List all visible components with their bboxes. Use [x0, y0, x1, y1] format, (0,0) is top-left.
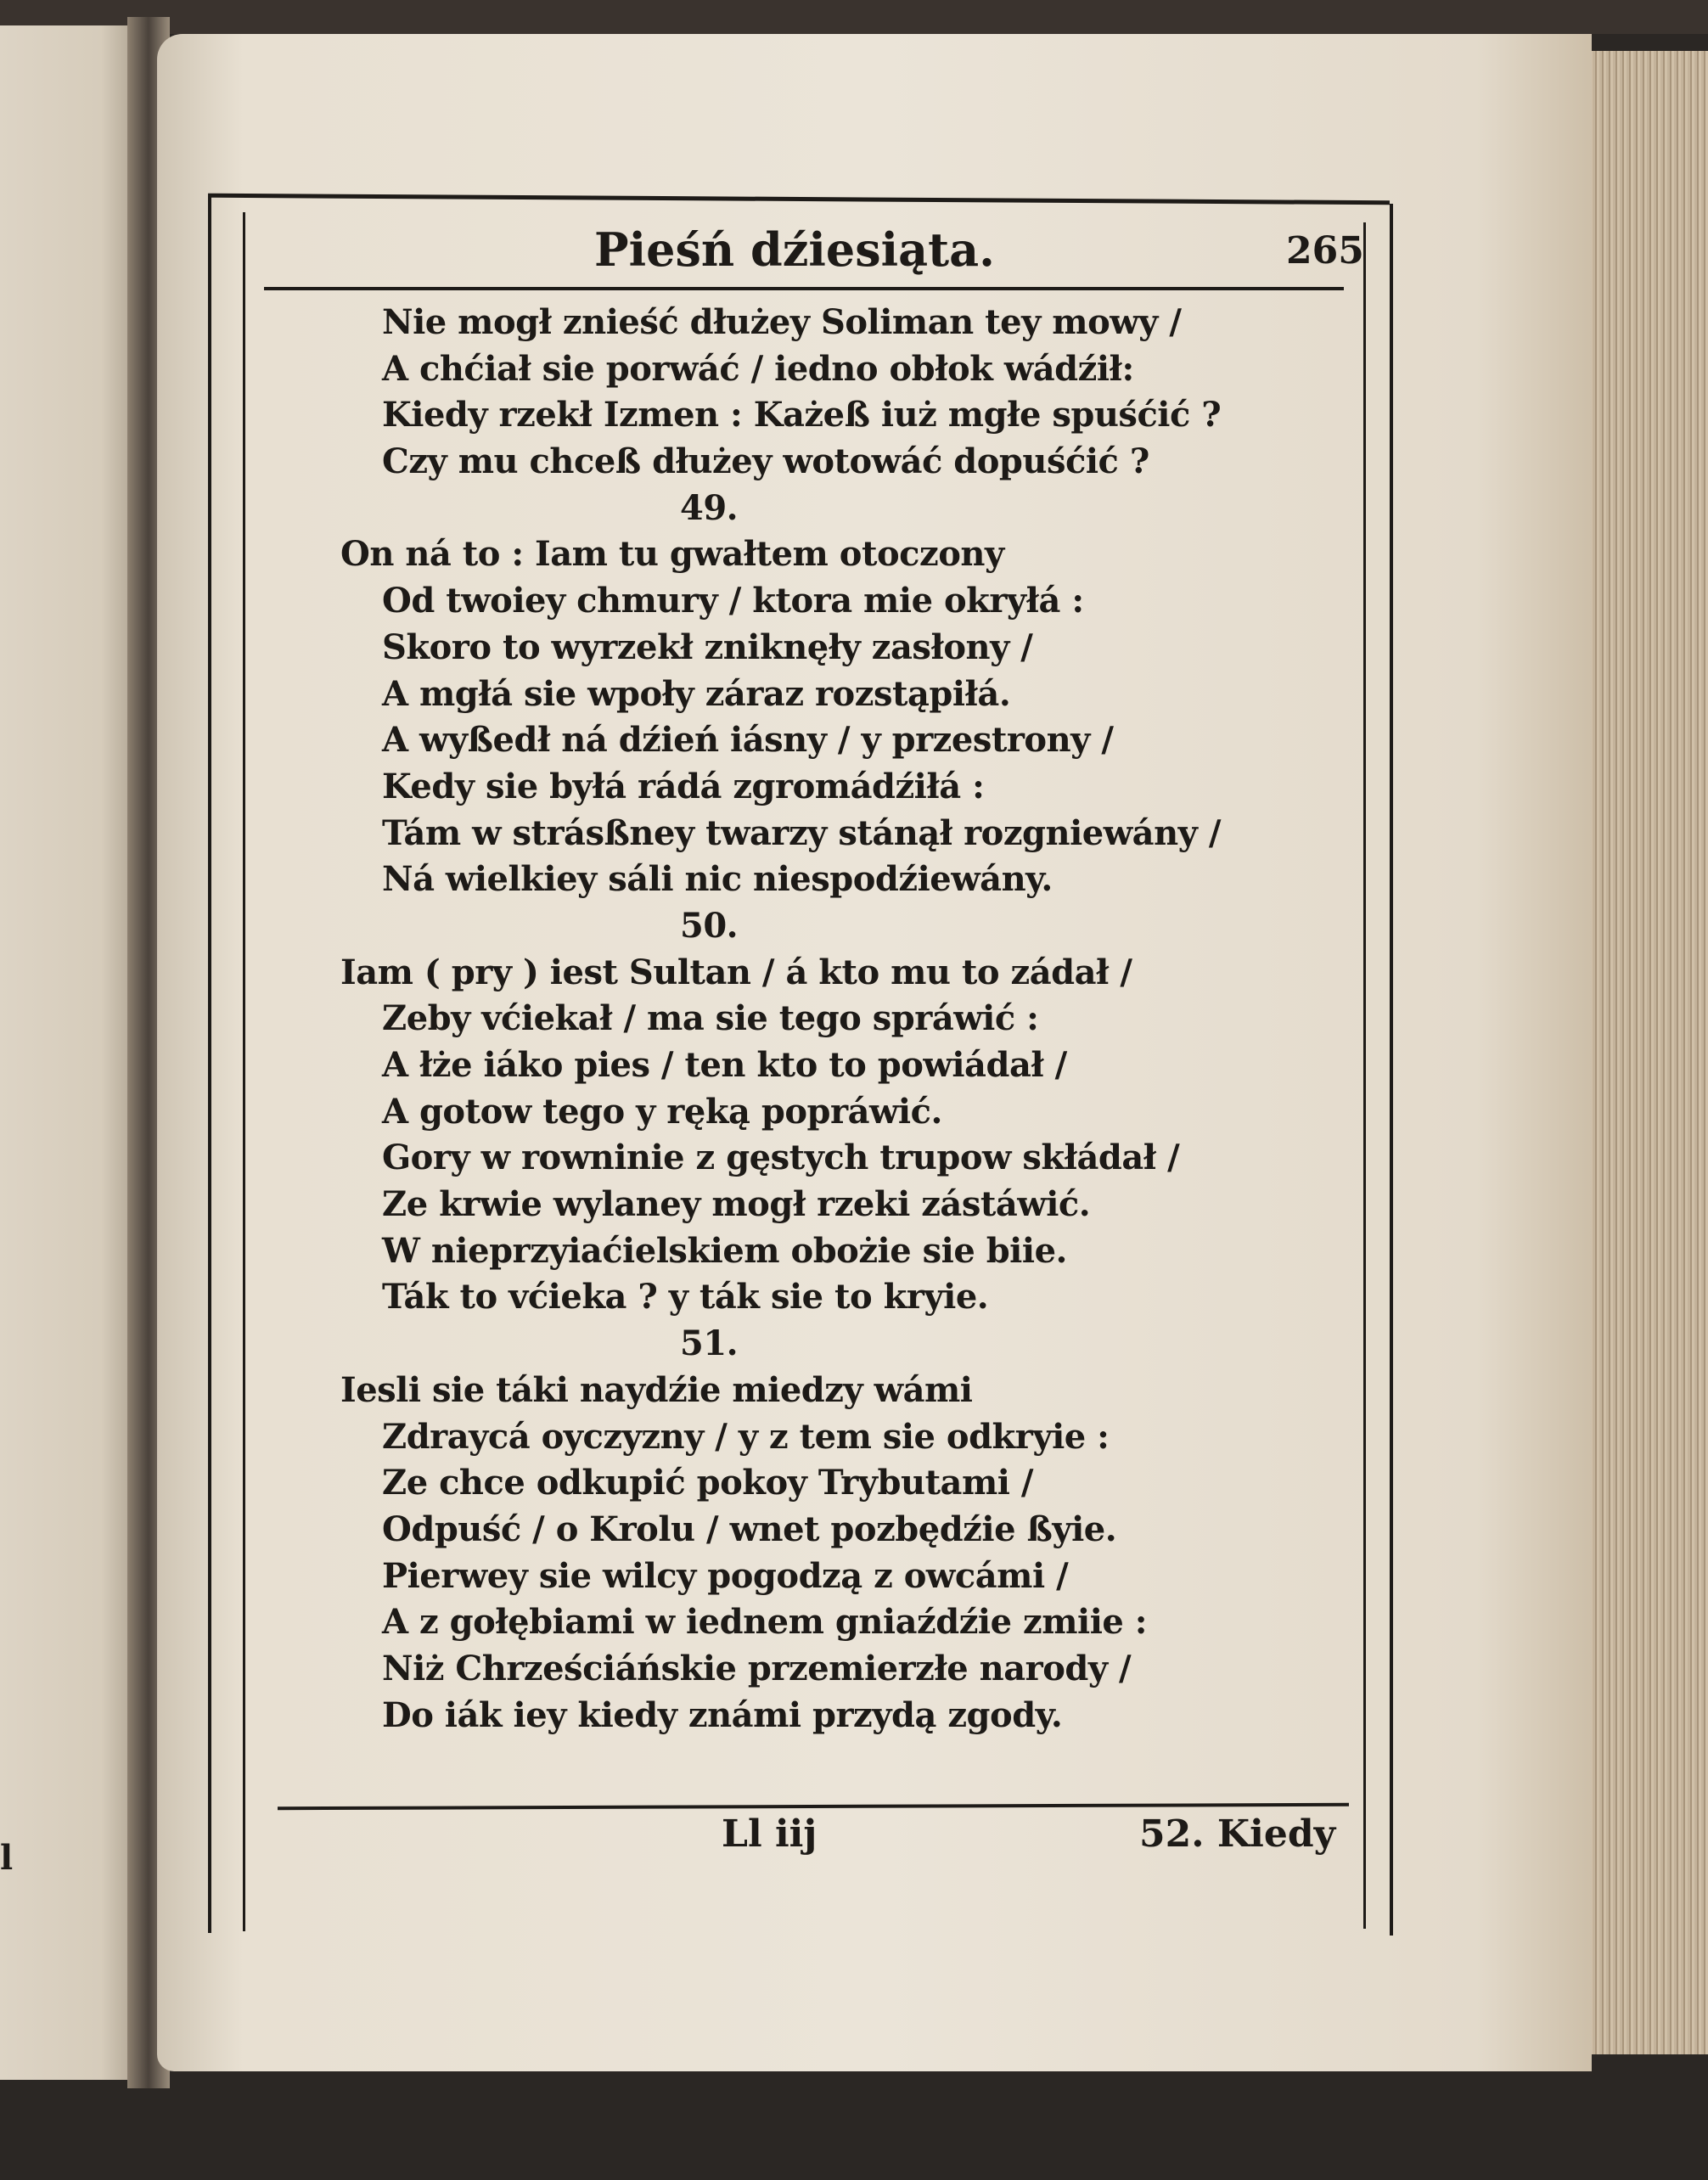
verse-line: Pierwey sie wilcy pogodzą z owcámi /	[382, 1555, 1069, 1596]
header-underline-rule	[264, 287, 1344, 290]
verse-line: On ná to : Iam tu gwałtem otoczony	[340, 534, 1004, 575]
verse-line: A chćiał sie porwáć / iedno obłok wádźił:	[382, 348, 1134, 389]
verse-line: A łże iáko pies / ten kto to powiádał /	[382, 1045, 1067, 1085]
verse-line: A z gołębiami w iednem gniaźdźie zmiie :	[382, 1602, 1148, 1643]
verse-line: Ze krwie wylaney mogł rzeki zástáwić.	[382, 1184, 1091, 1225]
stanza-number: 49.	[680, 487, 739, 528]
page-title: Pieśń dźiesiąta.	[594, 222, 995, 277]
page-fore-edge	[1579, 51, 1708, 2054]
verse-line: Iesli sie táki naydźie miedzy wámi	[340, 1369, 973, 1410]
verse-line: Zeby vćiekał / ma sie tego spráwić :	[382, 998, 1039, 1039]
verse-line: A gotow tego y ręką popráwić.	[382, 1091, 942, 1132]
left-page	[0, 25, 144, 2080]
verse-line: Iam ( pry ) iest Sultan / á kto mu to zádał /	[340, 952, 1132, 992]
verse-line: Zdraycá oyczyzny / y z tem sie odkryie :	[382, 1416, 1110, 1457]
verse-line: A mgłá sie wpoły záraz rozstąpiłá.	[382, 673, 1011, 714]
book-binding-top	[0, 0, 1708, 34]
verse-line: Ze chce odkupić pokoy Trybutami /	[382, 1463, 1034, 1503]
verse-line: Gory w rowninie z gęstych trupow skłádał /	[382, 1138, 1180, 1178]
stanza-number: 50.	[680, 905, 739, 946]
verse-line: Niż Chrześciáńskie przemierzłe narody /	[382, 1648, 1132, 1688]
frame-left-inner-rule	[243, 212, 245, 1931]
left-page-text-fragment: l	[0, 1838, 14, 1878]
verse-line: Odpuść / o Krolu / wnet pozbędźie ßyie.	[382, 1509, 1117, 1549]
verse-line: Do iák iey kiedy známi przydą zgody.	[382, 1694, 1063, 1735]
verse-line: Nie mogł znieść dłużey Soliman tey mowy /	[382, 302, 1182, 342]
frame-right-inner-rule	[1363, 222, 1366, 1929]
signature-mark: Ll iij	[722, 1812, 817, 1856]
verse-line: Ná wielkiey sáli nic niespodźiewány.	[382, 859, 1053, 900]
verse-line: Tám w strásßney twarzy stánął rozgniewány /	[382, 812, 1221, 853]
verse-line: Od twoiey chmury / ktora mie okryłá :	[382, 581, 1084, 621]
verse-line: Kedy sie byłá rádá zgromádźiłá :	[382, 766, 985, 806]
verse-line: Czy mu chceß dłużey wotowáć dopuśćić ?	[382, 441, 1149, 482]
verse-line: Ták to vćieka ? y ták sie to kryie.	[382, 1277, 989, 1318]
verse-line: Skoro to wyrzekł zniknęły zasłony /	[382, 626, 1033, 667]
poem-text-block	[340, 300, 1342, 1739]
page-number: 265	[1286, 229, 1364, 272]
verse-line: W nieprzyiaćielskiem obożie sie biie.	[382, 1230, 1067, 1271]
verse-line: Kiedy rzekł Izmen : Każeß iuż mgłe spuśćić ?	[382, 395, 1222, 435]
frame-right-outer-rule	[1390, 204, 1393, 1936]
stanza-number: 51.	[680, 1323, 739, 1364]
frame-left-outer-rule	[208, 197, 211, 1933]
catchword: 52. Kiedy	[1139, 1812, 1336, 1856]
verse-line: A wyßedł ná dźień iásny / y przestrony /	[382, 720, 1114, 761]
